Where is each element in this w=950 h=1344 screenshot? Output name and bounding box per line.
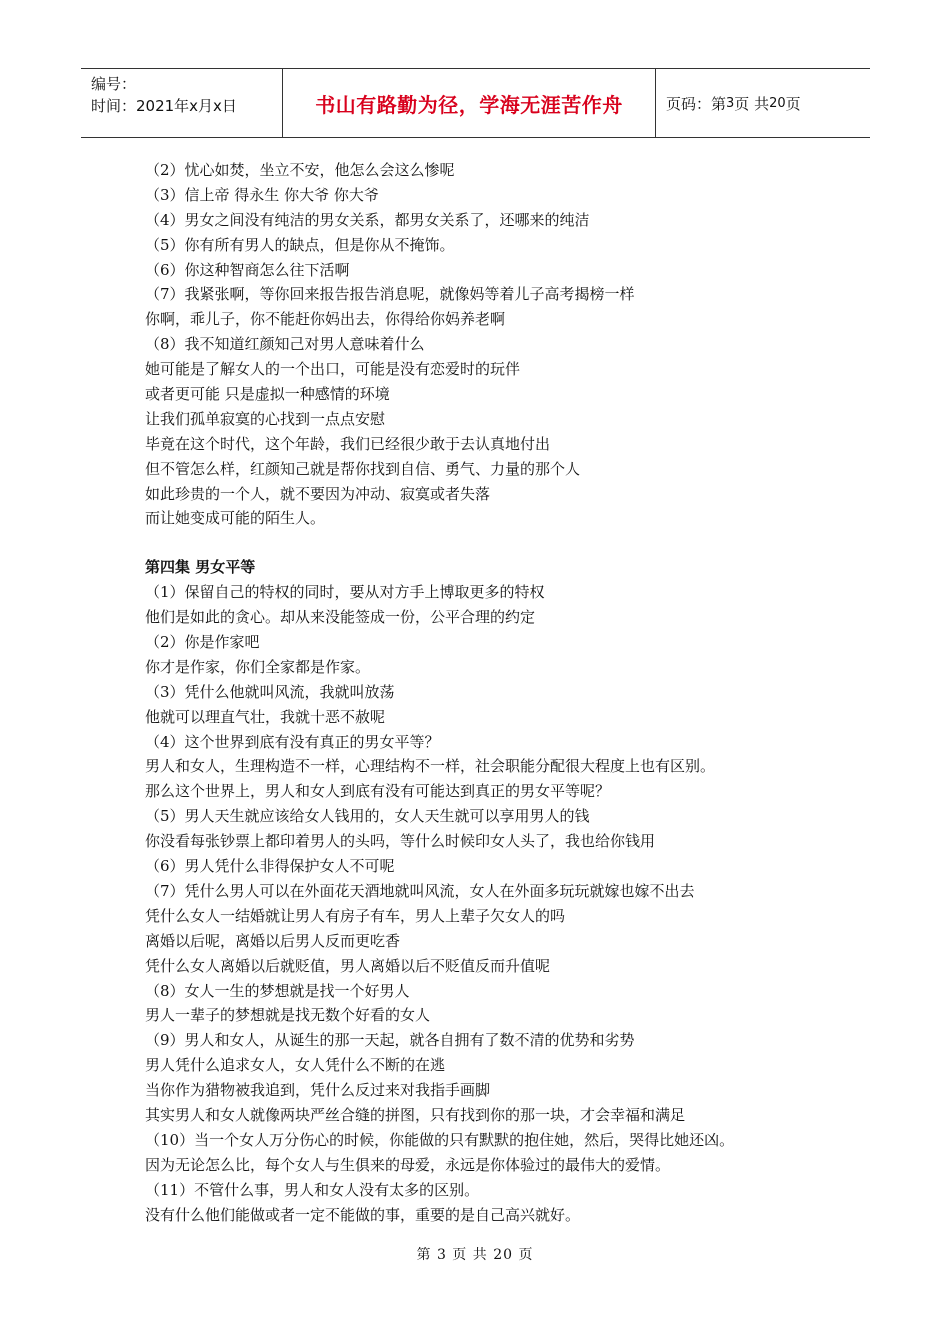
header-motto: 书山有路勤为径，学海无涯苦作舟 — [315, 92, 623, 117]
page-header — [81, 68, 870, 138]
text-line: 让我们孤单寂寞的心找到一点点安慰 — [145, 409, 386, 428]
text-line: （3）凭什么他就叫风流，我就叫放荡 — [145, 682, 395, 701]
text-line: （8）女人一生的梦想就是找一个好男人 — [145, 981, 410, 1000]
text-line: （9）男人和女人，从诞生的那一天起，就各自拥有了数不清的优势和劣势 — [145, 1031, 635, 1050]
text-line: 你没看每张钞票上都印着男人的头吗，等什么时候印女人头了，我也给你钱用 — [145, 832, 656, 851]
text-line: （10）当一个女人万分伤心的时候，你能做的只有默默的抱住她，然后，哭得比她还凶。 — [145, 1130, 735, 1149]
text-line: 凭什么女人一结婚就让男人有房子有车，男人上辈子欠女人的吗 — [145, 906, 566, 925]
text-line: 你啊，乖儿子，你不能赶你妈出去，你得给你妈养老啊 — [145, 310, 506, 329]
text-line: （5）你有所有男人的缺点，但是你从不掩饰。 — [145, 235, 455, 254]
header-page-cell — [656, 69, 870, 137]
text-line: （5）男人天生就应该给女人钱用的，女人天生就可以享用男人的钱 — [145, 807, 590, 826]
text-line: 他们是如此的贪心。却从来没能签成一份，公平合理的约定 — [145, 608, 536, 627]
header-page-number: 3 — [726, 95, 735, 111]
header-page-end: 页 — [785, 94, 801, 113]
text-line: 男人和女人，生理构造不一样，心理结构不一样，社会职能分配很大程度上也有区别。 — [145, 757, 716, 776]
text-line: 你才是作家，你们全家都是作家。 — [145, 657, 371, 676]
text-line: （4）男女之间没有纯洁的男女关系，都男女关系了，还哪来的纯洁 — [145, 210, 590, 229]
text-line: 没有什么他们能做或者一定不能做的事，重要的是自己高兴就好。 — [145, 1205, 581, 1224]
header-page-label: 页码：第 — [666, 94, 727, 113]
text-line: 他就可以理直气壮，我就十恶不赦呢 — [145, 707, 386, 726]
text-line: 当你作为猎物被我追到，凭什么反过来对我指手画脚 — [145, 1081, 491, 1100]
section-episode-4-quotes — [145, 580, 865, 1227]
document-body — [145, 158, 865, 1227]
text-line: （2）你是作家吧 — [145, 633, 260, 652]
text-line: （7）我紧张啊，等你回来报告报告消息呢，就像妈等着儿子高考揭榜一样 — [145, 285, 635, 304]
text-line: 男人一辈子的梦想就是找无数个好看的女人 — [145, 1006, 431, 1025]
text-line: 如此珍贵的一个人，就不要因为冲动、寂寞或者失落 — [145, 484, 491, 503]
text-line: （8）我不知道红颜知己对男人意味着什么 — [145, 335, 425, 354]
header-meta-cell — [81, 69, 283, 137]
text-line: 那么这个世界上，男人和女人到底有没有可能达到真正的男女平等呢？ — [145, 782, 611, 801]
text-line: （2）忧心如焚，坐立不安，他怎么会这么惨呢 — [145, 161, 455, 179]
text-line: 而让她变成可能的陌生人。 — [145, 509, 326, 528]
header-page-total: 20 — [769, 95, 786, 111]
text-line: 毕竟在这个时代，这个年龄，我们已经很少敢于去认真地付出 — [145, 434, 551, 453]
text-line: 但不管怎么样，红颜知己就是帮你找到自信、勇气、力量的那个人 — [145, 459, 581, 478]
header-time-label: 时间：2021年x月x日 — [91, 97, 237, 115]
text-line: （4）这个世界到底有没有真正的男女平等？ — [145, 732, 440, 751]
text-line: 她可能是了解女人的一个出口，可能是没有恋爱时的玩伴 — [145, 360, 521, 379]
text-line: 或者更可能 只是虚拟一种感情的环境 — [145, 385, 390, 404]
text-line: （7）凭什么男人可以在外面花天酒地就叫风流，女人在外面多玩玩就嫁也嫁不出去 — [145, 881, 695, 900]
header-page-mid: 页 共 — [734, 94, 770, 113]
text-line: 男人凭什么追求女人，女人凭什么不断的在逃 — [145, 1056, 446, 1075]
text-line: （6）男人凭什么非得保护女人不可呢 — [145, 857, 395, 876]
text-line: 其实男人和女人就像两块严丝合缝的拼图，只有找到你的那一块，才会幸福和满足 — [145, 1105, 686, 1124]
text-line: （6）你这种智商怎么往下活啊 — [145, 260, 350, 279]
text-line: （1）保留自己的特权的同时，要从对方手上博取更多的特权 — [145, 583, 545, 602]
text-line: 离婚以后呢，离婚以后男人反而更吃香 — [145, 931, 401, 950]
text-line: （11）不管什么事，男人和女人没有太多的区别。 — [145, 1180, 480, 1199]
header-number-label: 编号： — [91, 75, 137, 93]
text-line: 因为无论怎么比，每个女人与生俱来的母爱，永远是你体验过的最伟大的爱情。 — [145, 1155, 671, 1174]
section-heading: 第四集 男女平等 — [145, 558, 256, 577]
text-line: （3）信上帝 得永生 你大爷 你大爷 — [145, 185, 379, 204]
header-motto-cell — [283, 69, 656, 137]
section-episode-3-quotes — [145, 158, 865, 531]
text-line: 凭什么女人离婚以后就贬值，男人离婚以后不贬值反而升值呢 — [145, 956, 551, 975]
page-footer: 第 3 页 共 20 页 — [416, 1247, 534, 1263]
